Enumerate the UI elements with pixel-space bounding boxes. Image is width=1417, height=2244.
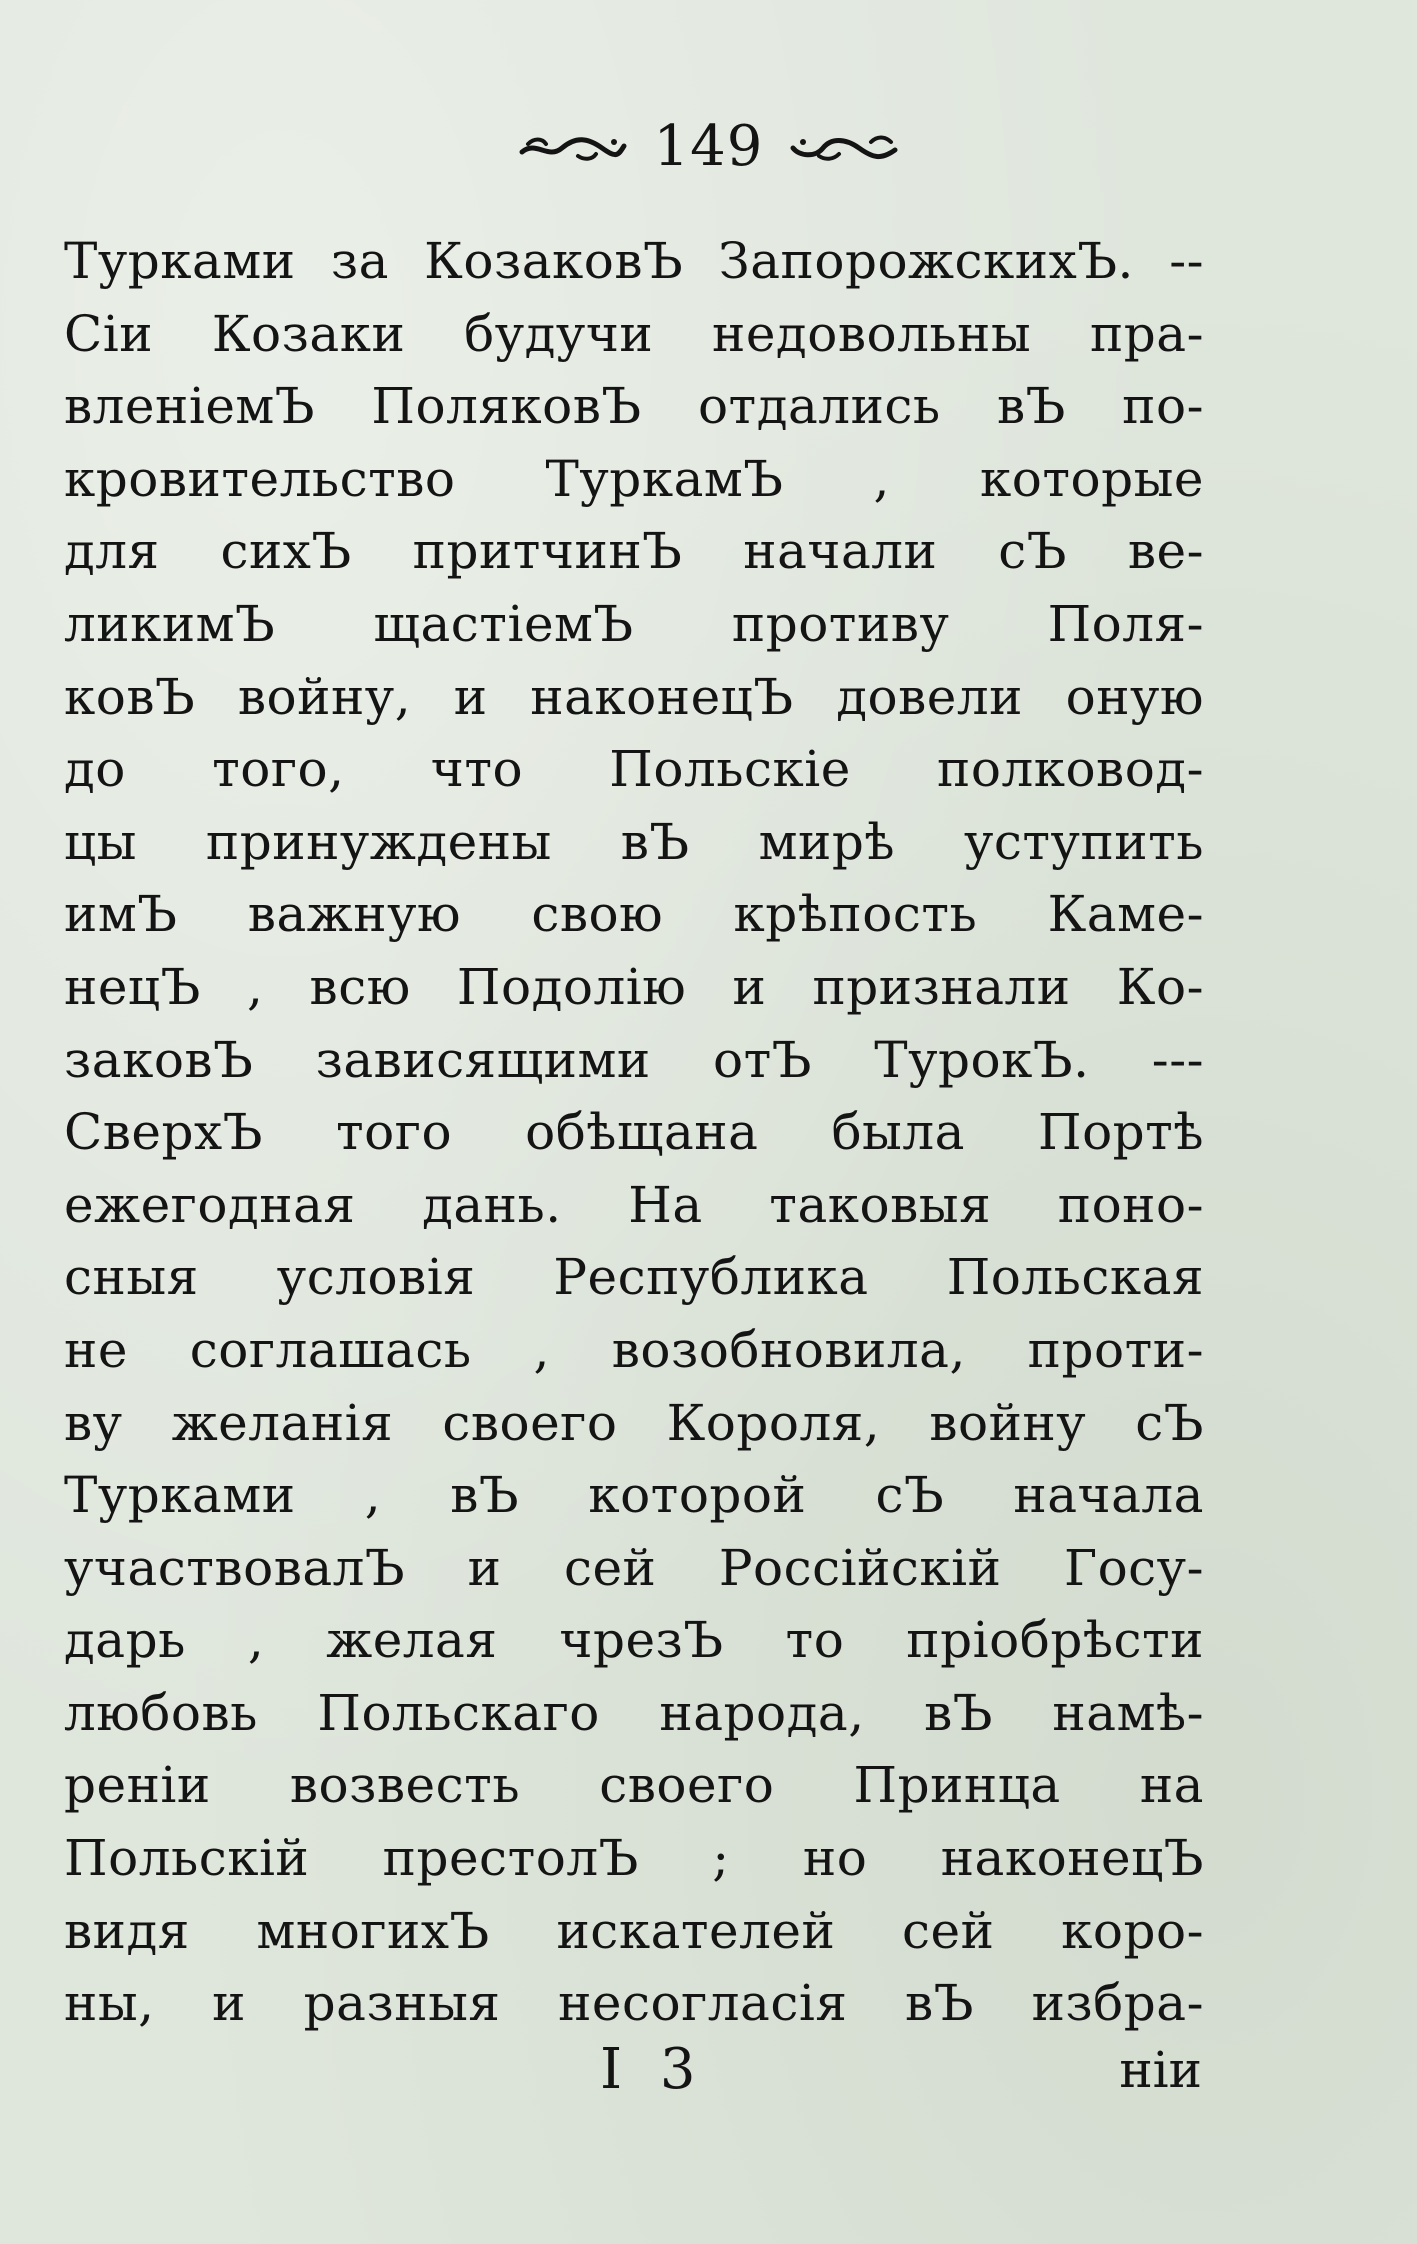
text-line: цы принуждены вЪ мирѣ уступить <box>64 812 1204 871</box>
page-header <box>0 112 1417 182</box>
text-line: участвовалЪ и сей Россійскій Госу- <box>64 1538 1204 1597</box>
signature-mark: I 3 <box>600 2037 706 2102</box>
text-line: ву желанія своего Короля, войну сЪ <box>64 1393 1204 1452</box>
text-line: дарь , желая чрезЪ то пріобрѣсти <box>64 1611 1204 1670</box>
text-line: имЪ важную свою крѣпость Каме- <box>64 885 1204 944</box>
text-line: СверхЪ того обѣщана была Портѣ <box>64 1103 1204 1162</box>
decorative-swirl-icon <box>789 130 899 164</box>
page-number: 149 <box>653 114 764 179</box>
text-line: Польскій престолЪ ; но наконецЪ <box>64 1829 1204 1888</box>
page-footer <box>0 2030 1417 2110</box>
text-line: нецЪ , всю Подолію и признали Ко- <box>64 957 1204 1016</box>
text-line: сныя условія Республика Польская <box>64 1248 1204 1307</box>
catchword: ніи <box>1119 2041 1202 2099</box>
text-line: до того, что Польскіе полковод- <box>64 740 1204 799</box>
body-text <box>64 225 1204 2040</box>
text-line: вленіемЪ ПоляковЪ отдались вЪ по- <box>64 377 1204 436</box>
text-line: ежегодная дань. На таковыя поно- <box>64 1175 1204 1234</box>
text-line: видя многихЪ искателей сей коро- <box>64 1901 1204 1960</box>
text-line: Турками за КозаковЪ ЗапорожскихЪ. -- <box>64 232 1204 290</box>
text-line: Турками , вЪ которой сЪ начала <box>64 1466 1204 1525</box>
text-line: ковЪ войну, и наконецЪ довели оную <box>64 667 1204 726</box>
decorative-swirl-icon <box>518 130 628 164</box>
text-line: реніи возвесть своего Принца на <box>64 1756 1204 1815</box>
text-line: для сихЪ притчинЪ начали сЪ ве- <box>64 522 1204 581</box>
text-line: заковЪ зависящими отЪ ТурокЪ. --- <box>64 1030 1204 1089</box>
text-line: не соглашась , возобновила, проти- <box>64 1320 1204 1379</box>
text-line: кровительство ТуркамЪ , которые <box>64 449 1204 508</box>
text-line: Сіи Козаки будучи недовольны пра- <box>64 304 1204 363</box>
text-line: ны, и разныя несогласія вЪ избра- <box>64 1974 1204 2033</box>
text-line: любовь Польскаго народа, вЪ намѣ- <box>64 1683 1204 1742</box>
text-line: ликимЪ щастіемЪ противу Поля- <box>64 594 1204 653</box>
